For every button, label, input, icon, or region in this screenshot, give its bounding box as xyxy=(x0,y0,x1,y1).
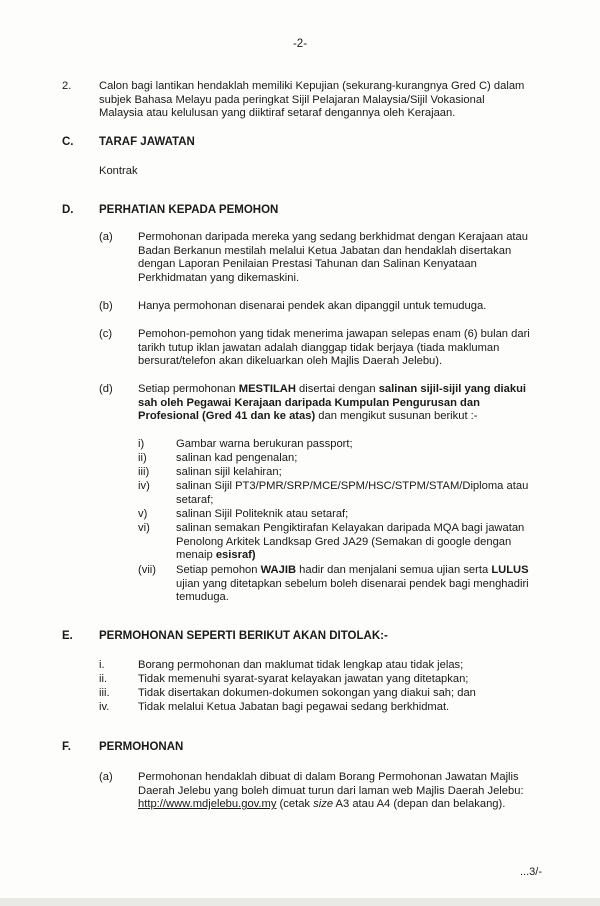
section-d-c-text xyxy=(138,328,558,369)
section-d-b-text: Hanya permohonan disenarai pendek akan dipanggil untuk temuduga. xyxy=(138,300,487,312)
section-d-d-label: (d) xyxy=(99,383,113,395)
text-line: Profesional (Gred 41 dan ke atas) dan mengikut susunan berikut :- xyxy=(138,410,478,423)
list-number: vi) xyxy=(138,522,150,534)
section-d-letter: D. xyxy=(62,204,74,216)
text-line: menaip esisraf) xyxy=(176,549,256,562)
text-line: Daerah Jelebu yang boleh dimuat turun dari laman web Majlis Daerah Jelebu: xyxy=(138,784,524,797)
list-number: iii. xyxy=(99,687,110,699)
list-number: iv. xyxy=(99,701,110,713)
section-f-a-label: (a) xyxy=(99,771,113,783)
text-line: ujian yang ditetapkan sebelum boleh disenarai pendek bagi menghadiri xyxy=(176,577,529,590)
page-number: -2- xyxy=(292,38,308,50)
website-link[interactable]: http://www.mdjelebu.gov.my xyxy=(138,798,277,811)
list-item: Tidak disertakan dokumen-dokumen sokongan yang diakui sah; dan xyxy=(138,687,476,699)
text-line: temuduga. xyxy=(176,591,229,604)
list-item: Tidak melalui Ketua Jabatan bagi pegawai sedang berkhidmat. xyxy=(138,701,450,713)
text-line: bersurat/telefon akan dikeluarkan oleh Majlis Daerah Jelebu). xyxy=(138,355,443,368)
text-line: Pemohon-pemohon yang tidak menerima jawapan selepas enam (6) bulan dari xyxy=(138,328,530,340)
list-number: i. xyxy=(99,659,105,671)
list-item xyxy=(176,522,559,563)
list-item: salinan Sijil Politeknik atau setaraf; xyxy=(176,508,349,520)
text-line: Permohonan hendaklah dibuat di dalam Borang Permohonan Jawatan Majlis xyxy=(138,771,519,783)
text-line: Permohonan daripada mereka yang sedang berkhidmat dengan Kerajaan atau xyxy=(138,231,528,243)
section-e-letter: E. xyxy=(62,630,73,642)
section-c-letter: C. xyxy=(62,136,74,148)
section-d-a-text xyxy=(138,231,558,285)
item-2-line: Malaysia atau kelulusan yang diiktiraf setaraf dengannya oleh Kerajaan. xyxy=(99,107,456,120)
list-number: (vii) xyxy=(138,564,157,576)
continued-marker: ...3/- xyxy=(520,866,543,878)
text-line: Perkhidmatan yang dikemaskini. xyxy=(138,271,300,284)
section-d-d-text xyxy=(138,383,558,424)
text-line: sah oleh Pegawai Kerajaan daripada Kumpulan Pengurusan dan xyxy=(138,396,480,409)
list-item: Tidak memenuhi syarat-syarat kelayakan jawatan yang ditetapkan; xyxy=(138,673,469,685)
section-d-b-label: (b) xyxy=(99,300,113,312)
section-c-value: Kontrak xyxy=(99,165,138,177)
text-line: dengan Laporan Penilaian Prestasi Tahunan dan Salinan Kenyataan xyxy=(138,258,477,271)
list-number: v) xyxy=(138,508,148,520)
text-line: salinan semakan Pengiktirafan Kelayakan daripada MQA bagi jawatan xyxy=(176,522,525,534)
list-number: ii. xyxy=(99,673,108,685)
text-line: http://www.mdjelebu.gov.my (cetak size A3 atau A4 (depan dan belakang). xyxy=(138,798,506,811)
item-2-line: subjek Bahasa Melayu pada peringkat Sijil Pelajaran Malaysia/Sijil Vokasional xyxy=(99,93,485,106)
text-line: salinan Sijil PT3/PMR/SRP/MCE/SPM/HSC/STPM/STAM/Diploma atau xyxy=(176,480,529,492)
text-line: tarikh tutup iklan jawatan adalah dianggap tidak berjaya (tiada makluman xyxy=(138,341,500,354)
list-item xyxy=(176,564,559,605)
text-line: Badan Berkanun mestilah melalui Ketua Jabatan dan hendaklah disertakan xyxy=(138,244,512,257)
text-line: setaraf; xyxy=(176,493,214,506)
list-item xyxy=(176,480,528,507)
item-2-text xyxy=(99,80,557,121)
section-d-c-label: (c) xyxy=(99,328,113,340)
section-e-title: PERMOHONAN SEPERTI BERIKUT AKAN DITOLAK:- xyxy=(99,630,388,642)
item-2-number: 2. xyxy=(62,80,72,92)
list-item: salinan sijil kelahiran; xyxy=(176,466,282,478)
list-number: iv) xyxy=(138,480,150,492)
section-d-title: PERHATIAN KEPADA PEMOHON xyxy=(99,204,279,216)
text-line: Setiap permohonan MESTILAH disertai dengan salinan sijil-sijil yang diakui xyxy=(138,383,527,395)
item-2-line: Calon bagi lantikan hendaklah memiliki Kepujian (sekurang-kurangnya Gred C) dalam xyxy=(99,80,525,92)
section-f-title: PERMOHONAN xyxy=(99,741,184,753)
text-line: Penolong Arkitek Landksap Gred JA29 (Semakan di google dengan xyxy=(176,535,512,548)
scan-bottom-edge xyxy=(0,898,600,906)
section-f-a-text xyxy=(138,771,558,812)
list-item: Borang permohonan dan maklumat tidak lengkap atau tidak jelas; xyxy=(138,659,464,671)
list-item: salinan kad pengenalan; xyxy=(176,452,298,464)
list-item: Gambar warna berukuran passport; xyxy=(176,438,353,450)
list-number: ii) xyxy=(138,452,147,464)
section-f-letter: F. xyxy=(62,741,71,753)
section-d-a-label: (a) xyxy=(99,231,113,243)
section-c-title: TARAF JAWATAN xyxy=(99,136,195,148)
list-number: i) xyxy=(138,438,145,450)
list-number: iii) xyxy=(138,466,150,478)
text-line: Setiap pemohon WAJIB hadir dan menjalani semua ujian serta LULUS xyxy=(176,564,529,576)
